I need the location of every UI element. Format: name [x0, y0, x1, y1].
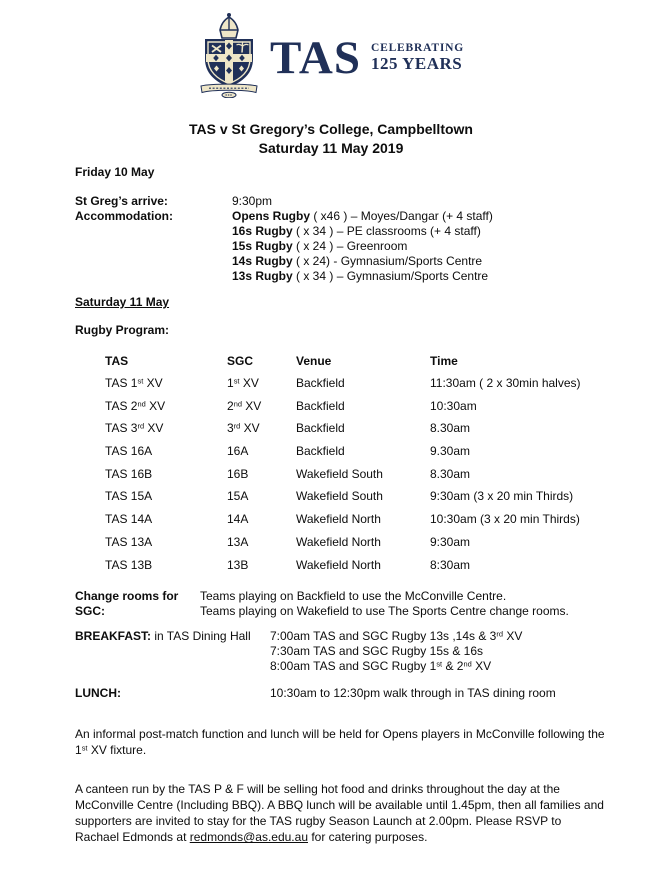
cell-sgc — [227, 535, 296, 558]
document-body — [75, 165, 608, 845]
text-segment: 8.30am — [430, 466, 471, 481]
text-segment: TAS 2 — [105, 398, 138, 413]
cell-time — [430, 376, 605, 399]
text-segment: Backfield — [296, 376, 345, 390]
table-row — [105, 467, 605, 490]
accommodation-item: 15s Rugby ( x 24 ) – Greenroom — [232, 239, 408, 253]
cell-sgc — [227, 467, 296, 490]
text-segment: XV — [143, 376, 163, 390]
table-row — [105, 489, 605, 512]
table-row — [105, 558, 605, 581]
change-rooms-text — [200, 589, 608, 619]
accommodation-item: 16s Rugby ( x 34 ) – PE classrooms (+ 4 staff) — [232, 224, 481, 238]
cell-time — [430, 399, 605, 422]
text-segment: st — [81, 743, 88, 753]
table-row — [105, 444, 605, 467]
text-segment: rd — [233, 422, 241, 432]
cell-sgc — [227, 399, 296, 422]
column-header-sgc: SGC — [227, 354, 254, 368]
text-segment: XV fixture. — [87, 743, 147, 758]
cell-tas — [105, 535, 227, 558]
post-match-paragraph — [75, 726, 608, 758]
text-segment: TAS 15A — [105, 489, 153, 504]
text-segment: A canteen run by the TAS P & F will be selling hot food and drinks throughout the day at the McConville Centre (Including BBQ). A BBQ lunch will be available until 1.45pm, then all families and supporters are invited to stay for the TAS rugby Season Launch at 2.00pm. Please RSVP to Rachael Edmonds at — [75, 782, 604, 845]
text-segment: TAS 13B — [105, 557, 153, 572]
breakfast-row — [75, 629, 608, 674]
text-segment: XV — [471, 659, 492, 674]
text-segment: 9:30am (3 x 20 min Thirds) — [430, 489, 574, 504]
saturday-heading: Saturday 11 May — [75, 295, 170, 309]
text-segment: XV — [239, 376, 259, 390]
text-segment: st — [137, 376, 144, 386]
cell-tas — [105, 467, 227, 490]
text-segment: 8:00am TAS and SGC Rugby 1 — [270, 659, 437, 674]
breakfast-time-line — [270, 659, 608, 674]
breakfast-time-line — [270, 644, 608, 659]
text-segment: 10:30am (3 x 20 min Thirds) — [430, 512, 580, 527]
cell-sgc — [227, 558, 296, 581]
cell-time — [430, 444, 605, 467]
cell-venue — [296, 558, 430, 581]
cell-tas — [105, 421, 227, 444]
column-header-tas: TAS — [105, 354, 129, 368]
text-segment: 7:00am TAS and SGC Rugby 13s ,14s & 3 — [270, 629, 497, 644]
text-segment: Backfield — [296, 444, 345, 459]
text-segment: 9:30am — [430, 534, 471, 549]
logo-tas-text: TAS — [270, 31, 361, 84]
lunch-row — [75, 686, 608, 701]
cell-venue — [296, 535, 430, 558]
table-row — [105, 535, 605, 558]
text-segment: TAS 13A — [105, 534, 153, 549]
cell-sgc — [227, 489, 296, 512]
change-rooms-line: Teams playing on Backfield to use the McConville Centre. — [200, 589, 507, 604]
title-line-2: Saturday 11 May 2019 — [258, 139, 404, 156]
change-rooms-line: Teams playing on Wakefield to use The Sports Centre change rooms. — [200, 604, 569, 619]
text-segment: Wakefield South — [296, 489, 383, 504]
breakfast-label-suffix: in TAS Dining Hall — [151, 629, 251, 644]
cell-venue — [296, 467, 430, 490]
cell-tas — [105, 558, 227, 581]
rugby-program-label: Rugby Program: — [75, 323, 170, 337]
breakfast-times — [270, 629, 608, 674]
cell-venue — [296, 489, 430, 512]
text-segment: XV — [240, 421, 260, 436]
accommodation-item: 13s Rugby ( x 34 ) – Gymnasium/Sports Centre — [232, 269, 489, 283]
logo-tagline — [371, 42, 464, 73]
text-segment: XV — [145, 398, 166, 413]
rugby-program-table — [105, 354, 605, 580]
text-segment: XV — [502, 629, 523, 644]
cell-sgc — [227, 376, 296, 399]
text-segment: 9.30am — [430, 444, 471, 459]
text-segment: 7:30am TAS and SGC Rugby 15s & 16s — [270, 644, 484, 659]
accommodation-row — [75, 209, 608, 284]
text-segment: TAS 3 — [105, 421, 138, 436]
cell-tas — [105, 399, 227, 422]
text-segment: rd — [496, 629, 503, 639]
cell-sgc — [227, 444, 296, 467]
text-segment: Backfield — [296, 421, 345, 436]
text-segment: 1 — [227, 376, 234, 390]
arrive-time: 9:30pm — [232, 194, 273, 208]
table-row — [105, 421, 605, 444]
st-gregs-arrive-row — [75, 194, 608, 209]
cell-venue — [296, 376, 430, 399]
text-segment: 11:30am ( 2 x 30min halves) — [430, 376, 581, 390]
cell-tas — [105, 376, 227, 399]
breakfast-label-bold: BREAKFAST: — [75, 629, 152, 644]
text-segment: 13A — [227, 534, 249, 549]
text-segment: st — [436, 659, 443, 669]
text-segment: 8:30am — [430, 557, 471, 572]
text-segment: Wakefield North — [296, 534, 381, 549]
accommodation-item: Opens Rugby ( x46 ) – Moyes/Dangar (+ 4 staff) — [232, 209, 493, 223]
accommodation-item: 14s Rugby ( x 24) - Gymnasium/Sports Centre — [232, 254, 483, 268]
column-header-venue: Venue — [296, 354, 332, 368]
text-segment: TAS 16A — [105, 444, 153, 459]
text-segment: Backfield — [296, 398, 345, 413]
text-segment: 13B — [227, 557, 249, 572]
text-segment: XV — [144, 421, 164, 436]
accommodation-list — [232, 209, 608, 284]
text-segment: for catering purposes. — [308, 830, 428, 845]
text-segment: st — [233, 376, 240, 386]
text-segment: 3 — [227, 421, 234, 436]
text-segment: nd — [463, 659, 472, 669]
text-segment: 15A — [227, 489, 249, 504]
text-segment: An informal post-match function and lunch will be held for Opens players in McConville following the 1 — [75, 727, 605, 758]
accommodation-label: Accommodation: — [75, 209, 174, 223]
text-segment: TAS 16B — [105, 466, 153, 481]
school-logo — [0, 0, 662, 98]
cell-venue — [296, 399, 430, 422]
text-segment: Wakefield North — [296, 512, 381, 527]
table-row — [105, 512, 605, 535]
logo-celebrating-text: CELEBRATING — [371, 41, 464, 54]
cell-venue — [296, 444, 430, 467]
school-crest-icon — [198, 12, 260, 98]
text-segment: 2 — [227, 398, 234, 413]
breakfast-time-line — [270, 629, 608, 644]
table-row — [105, 376, 605, 399]
lunch-detail: 10:30am to 12:30pm walk through in TAS dining room — [270, 686, 556, 701]
lunch-label: LUNCH: — [75, 686, 121, 701]
text-segment: nd — [233, 399, 242, 409]
text-segment: 10:30am — [430, 398, 477, 413]
column-header-time: Time — [430, 354, 458, 368]
text-segment: TAS 1 — [105, 376, 138, 390]
title-line-1: TAS v St Gregory’s College, Campbelltown — [189, 121, 473, 137]
cell-venue — [296, 512, 430, 535]
text-segment: 8.30am — [430, 421, 471, 436]
text-segment: Wakefield North — [296, 557, 381, 572]
table-header-row — [105, 354, 605, 376]
cell-time — [430, 512, 605, 535]
cell-time — [430, 489, 605, 512]
cell-time — [430, 467, 605, 490]
text-segment: & 2 — [442, 659, 464, 674]
text-segment: TAS 14A — [105, 512, 153, 527]
text-segment: 16B — [227, 466, 249, 481]
cell-tas — [105, 512, 227, 535]
cell-time — [430, 558, 605, 581]
text-segment: nd — [137, 399, 146, 409]
text-segment: 14A — [227, 512, 249, 527]
text-segment: XV — [241, 398, 262, 413]
friday-heading: Friday 10 May — [75, 165, 155, 179]
cell-tas — [105, 444, 227, 467]
canteen-paragraph — [75, 781, 608, 845]
cell-venue — [296, 421, 430, 444]
text-segment: 16A — [227, 444, 249, 459]
change-rooms-label: Change rooms for SGC: — [75, 589, 179, 619]
text-segment: rd — [137, 422, 145, 432]
cell-time — [430, 535, 605, 558]
email-link[interactable]: redmonds@as.edu.au — [189, 830, 308, 845]
logo-years-text: 125 YEARS — [371, 53, 463, 73]
cell-sgc — [227, 512, 296, 535]
change-rooms-row — [75, 589, 608, 619]
breakfast-label — [75, 629, 270, 644]
text-segment: Wakefield South — [296, 466, 383, 481]
cell-sgc — [227, 421, 296, 444]
cell-time — [430, 421, 605, 444]
document-title — [0, 120, 662, 157]
cell-tas — [105, 489, 227, 512]
st-gregs-arrive-label: St Greg’s arrive: — [75, 194, 168, 208]
table-row — [105, 399, 605, 422]
